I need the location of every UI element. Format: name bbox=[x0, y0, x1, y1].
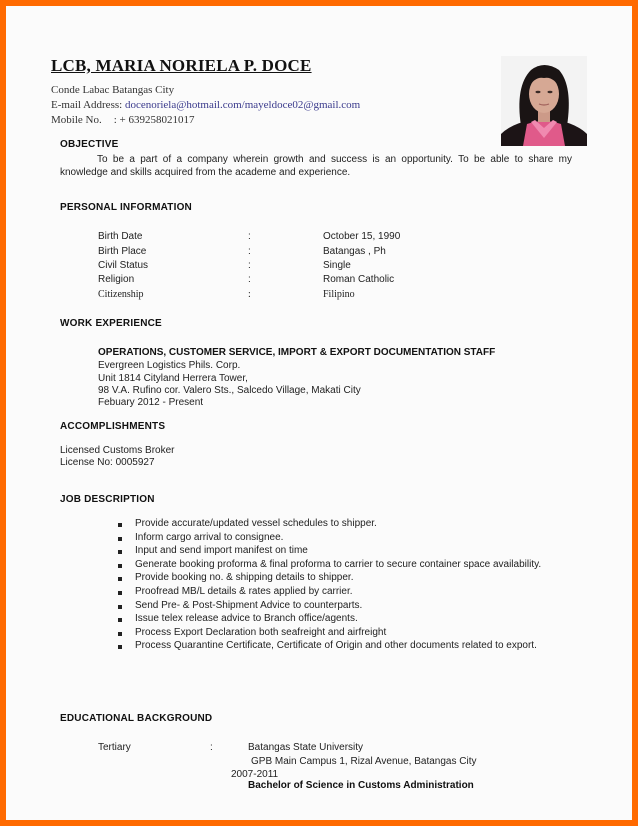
info-value: October 15, 1990 bbox=[323, 231, 401, 242]
mobile-line bbox=[51, 114, 195, 126]
list-item-text: Proofread MB/L details & rates applied by carrier. bbox=[135, 586, 353, 597]
mobile-number: : + 639258021017 bbox=[113, 114, 195, 126]
list-item-text: Process Quarantine Certificate, Certificate of Origin and other documents related to export. bbox=[135, 640, 537, 651]
personal-info-heading: PERSONAL INFORMATION bbox=[60, 202, 192, 213]
company-name: Evergreen Logistics Phils. Corp. bbox=[98, 360, 241, 371]
applicant-photo bbox=[501, 56, 587, 146]
bullet-icon bbox=[118, 577, 122, 581]
info-label: Birth Date bbox=[98, 231, 143, 242]
info-separator: : bbox=[248, 274, 251, 285]
bullet-icon bbox=[118, 632, 122, 636]
info-label: Citizenship bbox=[98, 289, 144, 300]
list-item-text: Issue telex release advice to Branch office/agents. bbox=[135, 613, 358, 624]
info-value: Single bbox=[323, 260, 351, 271]
info-value: Roman Catholic bbox=[323, 274, 395, 285]
bullet-icon bbox=[118, 537, 122, 541]
employment-period: Febuary 2012 - Present bbox=[98, 397, 204, 408]
list-item-text: Input and send import manifest on time bbox=[135, 545, 308, 556]
accomplishments-heading: ACCOMPLISHMENTS bbox=[60, 421, 166, 432]
education-years: 2007-2011 bbox=[231, 769, 279, 780]
info-separator: : bbox=[248, 289, 251, 300]
company-address-line-2: 98 V.A. Rufino cor. Valero Sts., Salcedo Village, Makati City bbox=[98, 385, 361, 396]
list-item-text: Inform cargo arrival to consignee. bbox=[135, 532, 284, 543]
info-label: Religion bbox=[98, 274, 135, 285]
info-label: Civil Status bbox=[98, 260, 149, 271]
company-address-line-1: Unit 1814 Cityland Herrera Tower, bbox=[98, 373, 248, 384]
bullet-icon bbox=[118, 550, 122, 554]
objective-paragraph: To be a part of a company wherein growth and success is an opportunity. To be able to share my knowledge and skills acquired from the academe and experience. bbox=[60, 154, 572, 178]
degree: Bachelor of Science in Customs Administration bbox=[248, 780, 474, 791]
info-label: Birth Place bbox=[98, 246, 147, 257]
info-separator: : bbox=[248, 231, 251, 242]
accomplishment-item: License No: 0005927 bbox=[60, 457, 155, 468]
education-heading: EDUCATIONAL BACKGROUND bbox=[60, 713, 213, 724]
bullet-icon bbox=[118, 564, 122, 568]
education-level: Tertiary bbox=[98, 742, 131, 753]
email-link[interactable]: docenoriela@hotmail.com/mayeldoce02@gmail.com bbox=[124, 99, 361, 111]
list-item-text: Process Export Declaration both seafreight and airfreight bbox=[135, 627, 387, 638]
list-item-text: Send Pre- & Post-Shipment Advice to counterparts. bbox=[135, 600, 363, 611]
list-item-text: Generate booking proforma & final proforma to carrier to secure container space availability. bbox=[135, 559, 542, 570]
accomplishment-item: Licensed Customs Broker bbox=[60, 445, 175, 456]
email-line bbox=[51, 99, 360, 111]
job-description-heading: JOB DESCRIPTION bbox=[60, 494, 155, 505]
mobile-label: Mobile No. bbox=[51, 114, 102, 126]
email-label: E-mail Address: bbox=[51, 99, 125, 111]
info-value: Batangas , Ph bbox=[323, 246, 386, 257]
list-item-text: Provide booking no. & shipping details to shipper. bbox=[135, 572, 354, 583]
bullet-icon bbox=[118, 645, 122, 649]
bullet-icon bbox=[118, 605, 122, 609]
bullet-icon bbox=[118, 618, 122, 622]
bullet-icon bbox=[118, 523, 122, 527]
objective-text bbox=[60, 153, 572, 179]
info-value: Filipino bbox=[323, 289, 355, 300]
work-experience-heading: WORK EXPERIENCE bbox=[60, 318, 162, 329]
education-separator: : bbox=[210, 742, 213, 753]
school-address: GPB Main Campus 1, Rizal Avenue, Batangas City bbox=[251, 756, 477, 767]
objective-heading: OBJECTIVE bbox=[60, 139, 119, 150]
job-position: OPERATIONS, CUSTOMER SERVICE, IMPORT & EXPORT DOCUMENTATION STAFF bbox=[98, 347, 496, 358]
portrait-image bbox=[501, 56, 587, 146]
info-separator: : bbox=[248, 260, 251, 271]
list-item-text: Provide accurate/updated vessel schedules to shipper. bbox=[135, 518, 377, 529]
info-separator: : bbox=[248, 246, 251, 257]
resume-page bbox=[6, 6, 632, 820]
home-address: Conde Labac Batangas City bbox=[51, 84, 175, 96]
bullet-icon bbox=[118, 591, 122, 595]
school-name: Batangas State University bbox=[248, 742, 364, 753]
applicant-name: LCB, MARIA NORIELA P. DOCE bbox=[51, 56, 312, 75]
